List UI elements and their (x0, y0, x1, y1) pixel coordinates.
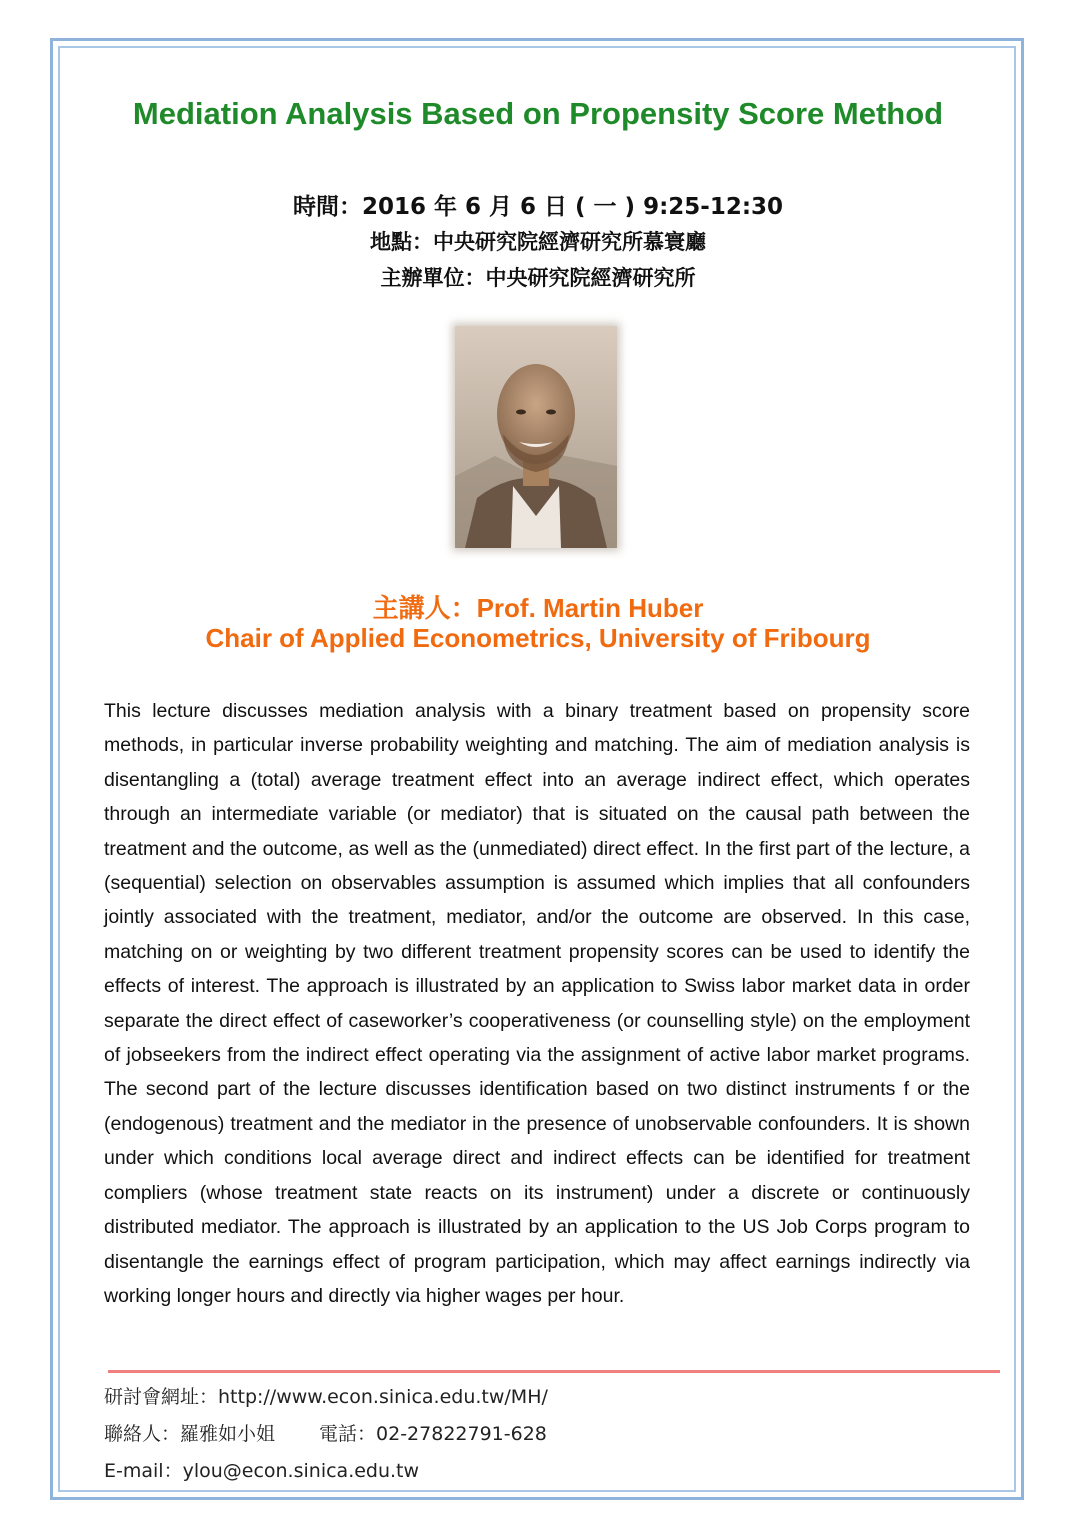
lecture-title: Mediation Analysis Based on Propensity Score Method (132, 96, 944, 131)
contact-person: 聯絡人：羅雅如小姐 (104, 1423, 276, 1445)
speaker-affiliation: Chair of Applied Econometrics, University of Fribourg (205, 623, 871, 653)
event-organizer: 主辦單位：中央研究院經濟研究所 (380, 266, 696, 290)
footer-contact-row (104, 1419, 547, 1446)
speaker-photo (455, 326, 617, 548)
event-time: 時間：2016 年 6 月 6 日 ( 一 ) 9:25-12:30 (292, 194, 784, 220)
footer-website: 研討會網址：http://www.econ.sinica.edu.tw/MH/ (104, 1386, 548, 1408)
abstract-text: This lecture discusses mediation analysis with a binary treatment based on propensity score methods, in particular inverse probability weighting and matching. The aim of mediation analysis is disentangling a (total) average treatment effect into an average indirect effect, which operates through an intermediate variable (or mediator) that is situated on the causal path between the treatment and the outcome, as well as the (unmediated) direct effect. In the first part of the lecture, a (sequential) selection on observables assumption is assumed which implies that all confounders jointly associated with the treatment, mediator, and/or the outcome are observed. In this case, matching on or weighting by two different treatment propensity scores can be used to identify the effects of interest. The approach is illustrated by an application to Swiss labor market data in order separate the direct effect of caseworker’s cooperativeness (or counselling style) on the employment of jobseekers from the indirect effect operating via the assignment of active labor market programs. The second part of the lecture discusses identification based on two distinct instruments f or the (endogenous) treatment and the mediator in the presence of unobservable confounders. It is shown under which conditions local average direct and indirect effects can be identified for treatment compliers (whose treatment state reacts on its instrument) under a discrete or continuously distributed mediator. The approach is illustrated by an application to the US Job Corps program to disentangle the earnings effect of program participation, which may affect earnings indirectly via working longer hours and directly via higher wages per hour. (104, 700, 970, 1307)
speaker-name: 主講人：Prof. Martin Huber (372, 593, 704, 623)
footer-divider (108, 1370, 1000, 1373)
event-location: 地點：中央研究院經濟研究所慕寰廳 (370, 230, 706, 254)
footer-email: E-mail：ylou@econ.sinica.edu.tw (104, 1460, 420, 1482)
contact-phone: 電話：02-27822791-628 (319, 1423, 547, 1445)
